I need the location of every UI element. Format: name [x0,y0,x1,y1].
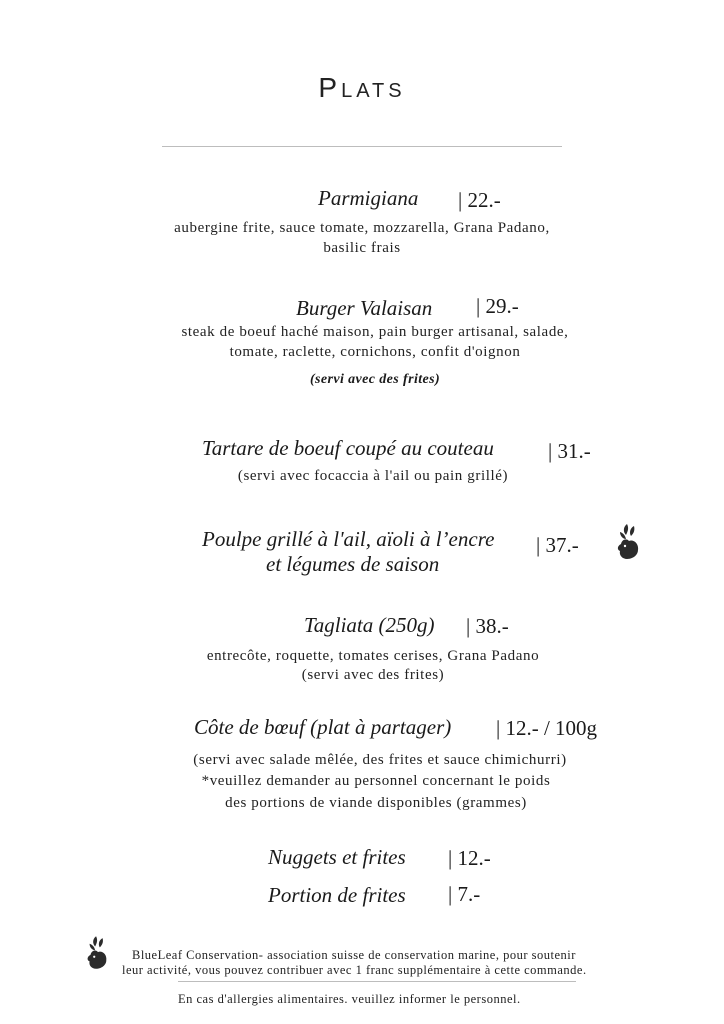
rabbit-leaf-icon [614,522,642,562]
dish-name-parmigiana: Parmigiana [318,186,419,210]
dish-name-poulpe-line-1: Poulpe grillé à l'ail, aïoli à l’encre [202,527,495,551]
dish-price-tagliata: | 38.- [466,614,509,638]
dish-name-tartare: Tartare de boeuf coupé au couteau [202,436,494,460]
dish-desc-burger-valaisan-2: tomate, raclette, cornichons, confit d'oignon [229,344,521,360]
dish-desc-parmigiana-1: aubergine frite, sauce tomate, mozzarella, Grana Padano, [174,220,550,236]
dish-desc-cote-de-boeuf-3: des portions de viande disponibles (grammes) [225,795,527,811]
page-title: Plats [318,72,406,103]
dish-desc-tartare: (servi avec focaccia à l'ail ou pain grillé) [237,468,509,484]
dish-price-burger-valaisan: | 29.- [476,294,519,318]
dish-name-cote-de-boeuf: Côte de bœuf (plat à partager) [194,715,452,739]
dish-desc-parmigiana-2: basilic frais [323,240,401,256]
footer-divider [178,981,576,982]
dish-price-nuggets: | 12.- [448,846,491,870]
footer-rabbit-leaf-icon [84,934,110,972]
dish-name-tagliata: Tagliata (250g) [304,613,435,637]
footer-conservation-2: leur activité, vous pouvez contribuer avec 1 franc supplémentaire à cette commande. [122,963,587,977]
footer-conservation-1: BlueLeaf Conservation- association suisse de conservation marine, pour soutenir [132,948,576,962]
dish-name-nuggets: Nuggets et frites [268,845,406,869]
dish-desc-tagliata-1: entrecôte, roquette, tomates cerises, Grana Padano [206,648,540,664]
dish-name-burger-valaisan: Burger Valaisan [296,296,433,320]
dish-desc-cote-de-boeuf-1: (servi avec salade mêlée, des frites et sauce chimichurri) [193,752,567,768]
dish-price-tartare: | 31.- [548,439,591,463]
dish-price-cote-de-boeuf: | 12.- / 100g [496,716,598,740]
dish-note-burger-valaisan: (servi avec des frites) [309,372,441,387]
dish-price-portion-frites: | 7.- [448,882,481,906]
dish-price-poulpe: | 37.- [536,533,579,557]
dish-desc-tagliata-2: (servi avec des frites) [301,667,445,683]
dish-desc-burger-valaisan-1: steak de boeuf haché maison, pain burger artisanal, salade, [181,324,569,340]
dish-price-parmigiana: | 22.- [458,188,501,212]
dish-name-portion-frites: Portion de frites [268,883,406,907]
dish-name-poulpe-line-2: et légumes de saison [266,552,440,576]
dish-desc-cote-de-boeuf-2: *veuillez demander au personnel concernant le poids [201,773,551,789]
footer-allergies: En cas d'allergies alimentaires. veuillez informer le personnel. [178,992,521,1006]
title-divider [162,146,562,147]
